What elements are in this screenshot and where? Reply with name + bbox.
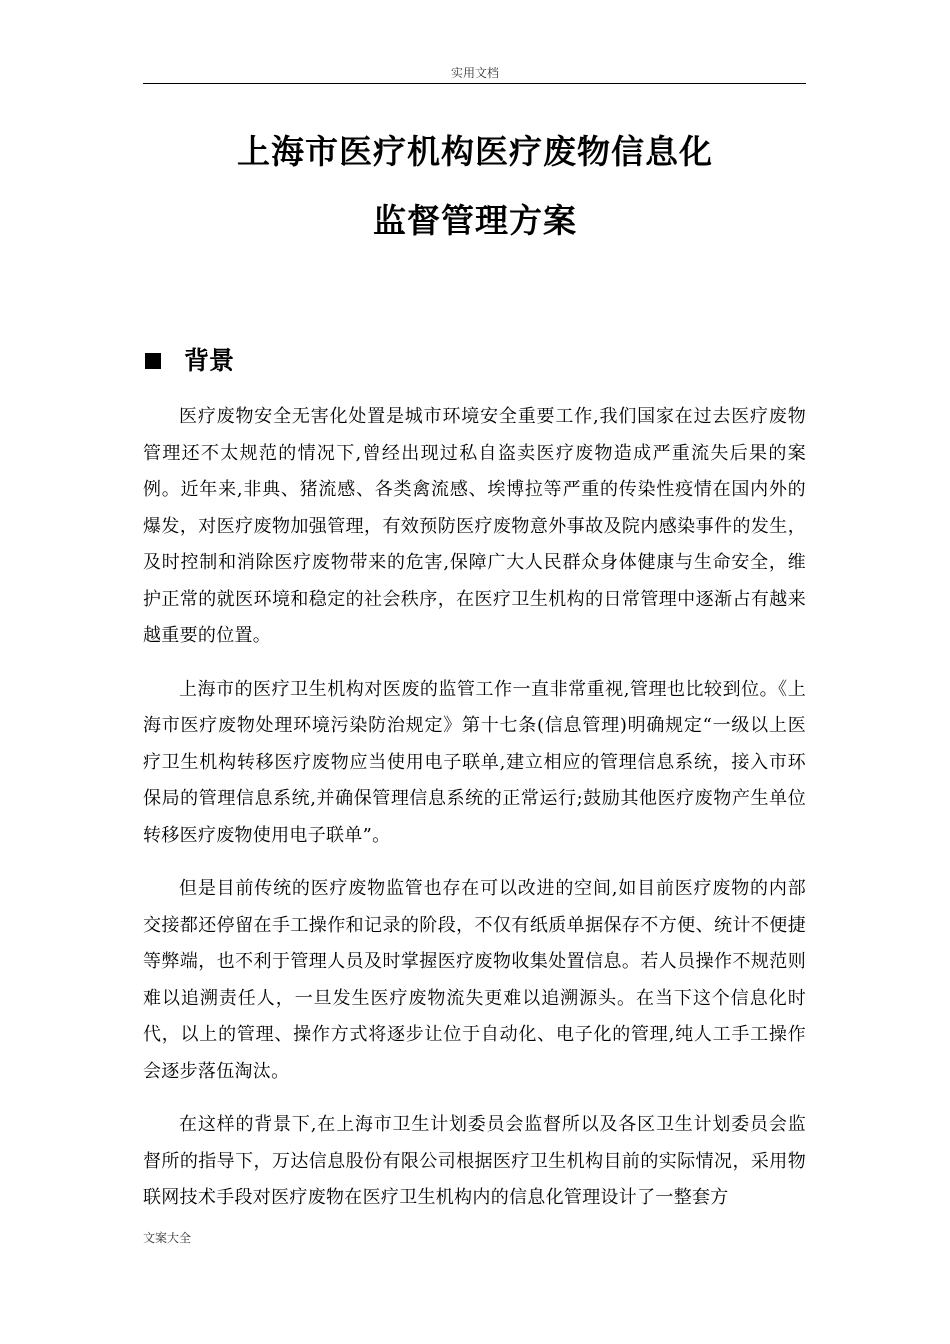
section-title: 背景 (184, 346, 235, 375)
section-heading-background (145, 343, 234, 379)
header-divider (143, 83, 806, 84)
document-title-line-1: 上海市医疗机构医疗废物信息化 (237, 132, 713, 171)
document-title-line-2: 监督管理方案 (373, 201, 577, 240)
page-header: 实用文档 (450, 66, 499, 80)
square-bullet-icon (145, 353, 161, 369)
paragraph-1: 医疗废物安全无害化处置是城市环境安全重要工作,我们国家在过去医疗废物管理还不太规范的情况下,曾经出现过私自盗卖医疗废物造成严重流失后果的案例。近年来,非典、猪流感、各类禽流感、埃博拉等严重的传染性疫情在国内外的爆发，对医疗废物加强管理，有效预防医疗废物意外事故及院内感染事件的发生，及时控制和消除医疗废物带来的危害,保障广大人民群众身体健康与生命安全，维护正常的就医环境和稳定的社会秩序，在医疗卫生机构的日常管理中逐渐占有越来越重要的位置。 (143, 406, 806, 646)
paragraph-2: 上海市的医疗卫生机构对医废的监管工作一直非常重视,管理也比较到位。《上海市医疗废物处理环境污染防治规定》第十七条(信息管理)明确规定“一级以上医疗卫生机构转移医疗废物应当使用电子联单,建立相应的管理信息系统，接入市环保局的管理信息系统,并确保管理信息系统的正常运行;鼓励其他医疗废物产生单位转移医疗废物使用电子联单”。 (143, 678, 806, 846)
paragraph-4: 在这样的背景下,在上海市卫生计划委员会监督所以及各区卫生计划委员会监督所的指导下，万达信息股份有限公司根据医疗卫生机构目前的实际情况，采用物联网技术手段对医疗废物在医疗卫生机构内的信息化管理设计了一整套方 (143, 1114, 806, 1208)
page-footer: 文案大全 (143, 1231, 192, 1245)
document-body (143, 399, 806, 1234)
paragraph-3: 但是目前传统的医疗废物监管也存在可以改进的空间,如目前医疗废物的内部交接都还停留在手工操作和记录的阶段，不仅有纸质单据保存不方便、统计不便捷等弊端，也不利于管理人员及时掌握医疗废物收集处置信息。若人员操作不规范则难以追溯责任人，一旦发生医疗废物流失更难以追溯源头。在当下这个信息化时代，以上的管理、操作方式将逐步让位于自动化、电子化的管理,纯人工手工操作会逐步落伍淘汰。 (143, 878, 806, 1082)
